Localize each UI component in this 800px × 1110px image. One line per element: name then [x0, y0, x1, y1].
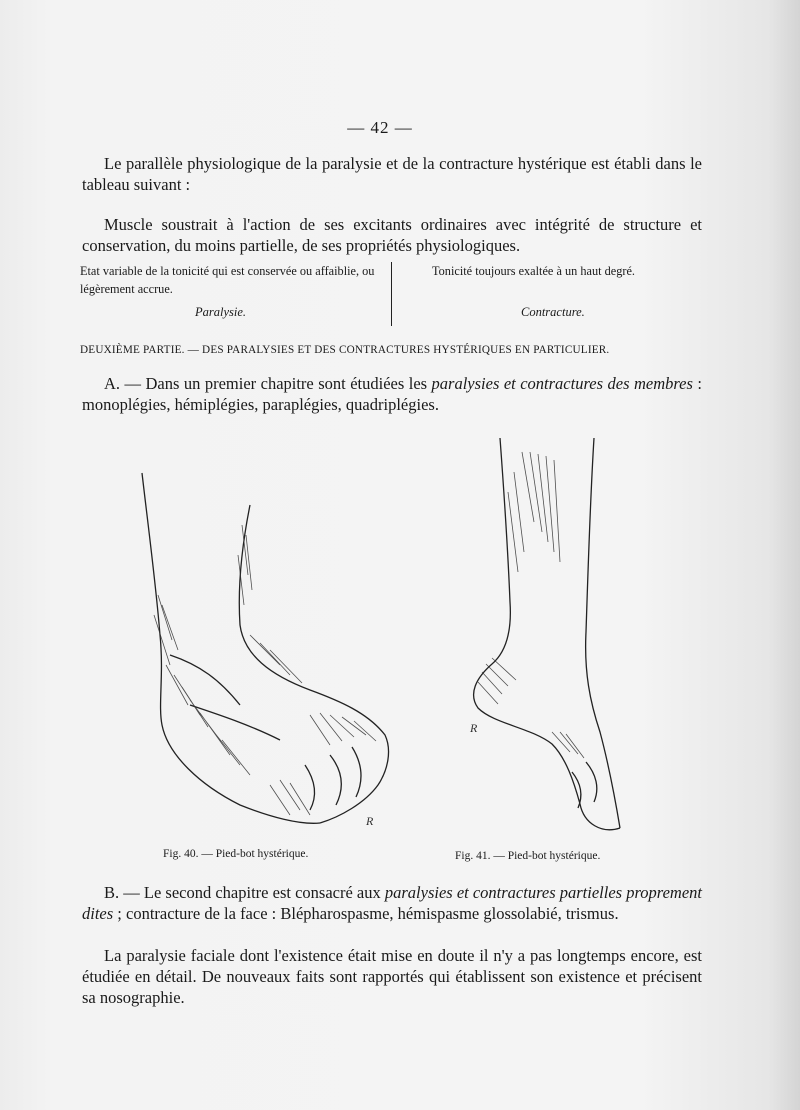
figure-41-caption: Fig. 41. — Pied-bot hystérique. [455, 850, 601, 862]
svg-text:R: R [366, 814, 374, 828]
paragraph-b-emphasis: paralysies et contractures partielles proprement dites [82, 883, 702, 923]
paragraph-a-prefix: A. — Dans un premier chapitre sont étudiées les [104, 374, 432, 393]
comparison-table [80, 262, 704, 326]
paragraph-a-emphasis: paralysies et contractures des membres [431, 374, 693, 393]
table-left-label: Paralysie. [195, 305, 247, 319]
page-number: — 42 — [347, 118, 413, 137]
statement-paragraph: Muscle soustrait à l'action de ses excitants ordinaires avec intégrité de structure et conservation, du moins partielle, de ses propriétés physiologiques. [82, 215, 702, 255]
intro-paragraph: Le parallèle physiologique de la paralysie et de la contracture hystérique est établi dans le tableau suivant : [82, 154, 702, 194]
table-right-text: Tonicité toujours exaltée à un haut degré. [432, 264, 635, 278]
section-heading: DEUXIÈME PARTIE. — DES PARALYSIES ET DES CONTRACTURES HYSTÉRIQUES EN PARTICULIER. [80, 344, 610, 356]
figure-40-caption: Fig. 40. — Pied-bot hystérique. [163, 848, 309, 860]
paragraph-a-suffix: : monoplégies, hémiplégies, paraplégies, quadriplégies. [82, 374, 702, 414]
table-left-text: Etat variable de la tonicité qui est conservée ou affaiblie, ou légèrement accrue. [80, 264, 375, 296]
svg-text:R: R [470, 721, 478, 735]
paragraph-b [82, 882, 702, 924]
paragraph-c: La paralysie faciale dont l'existence était mise en doute il n'y a pas longtemps encore, est étudiée en détail. De nouveaux faits sont rapportés qui établissent son existence et précisent sa nosographie. [82, 946, 702, 1007]
paragraph-b-suffix: ; contracture de la face : Blépharospasme, hémispasme glossolabié, trismus. [113, 904, 619, 923]
paragraph-b-prefix: B. — Le second chapitre est consacré aux [104, 883, 385, 902]
table-right-label: Contracture. [521, 305, 585, 319]
table-divider [391, 262, 392, 326]
paragraph-a [82, 373, 702, 415]
foot-illustration-left-icon [130, 465, 400, 835]
foot-illustration-right-icon [462, 432, 632, 842]
